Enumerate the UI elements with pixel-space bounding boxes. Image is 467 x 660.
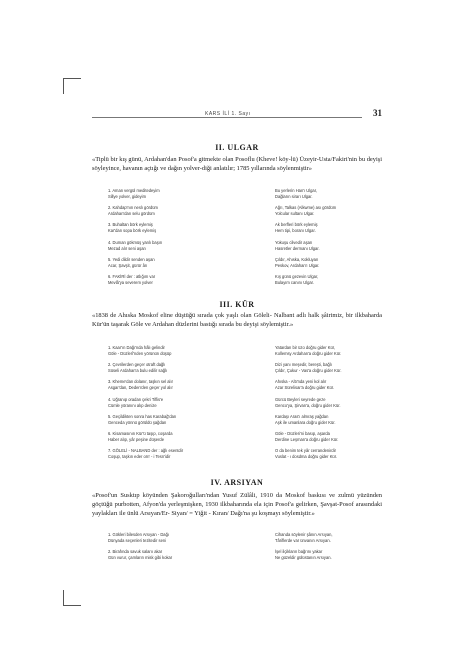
poem-line: Ne güzeldir gülüstanın Arsıyan. bbox=[275, 555, 332, 561]
page-number: 31 bbox=[373, 108, 382, 118]
section-intro-kur: «1838 de Ahıska Moskof eline düştüğü sırada çok yaşlı olan Göleli- Nalbant adlı halk şâirimiz, bir ilkbaharda Kür'ün taşarak Göle ve Ardahan düzlerini bastığı sırada bu deyişi söylemiştir.» bbox=[92, 312, 382, 328]
poem-line: 1. Aman vergül meditedeyim bbox=[108, 188, 160, 193]
section-intro-ulgar: «Tiplü bir kış günü, Ardahan'dan Posof'a gitmekte olan Posoflu (Kheve! köy-lü) Üzeyir-Usta/Fakiri'nin bu deyişi söyleyince, havanın açtığı ve dağın yolver-diği anlatılır; 1785 yıllarında söylenmiştir» bbox=[92, 156, 382, 172]
poem-line: Gün vurur, çamların misk gibi kokar bbox=[108, 555, 173, 561]
poem-line: Mevlâ'ya severem yolver bbox=[108, 280, 153, 286]
poem-line: Bulayım canını Ulgar. bbox=[275, 280, 314, 286]
poem-line: Ağrı, Talkas (Alkwme) ası gördüm bbox=[275, 205, 337, 211]
poem-line: Târiflerde var ünvanın Arsıyan. bbox=[275, 538, 331, 544]
poem-line: Genco'ya, Şirvan'a, doğru gider Kür. bbox=[275, 402, 341, 408]
poem-line: Haber alıp, yâr peşine düşerde bbox=[108, 437, 164, 443]
poem-line: Kar'dan sopa börk eylemiş bbox=[108, 228, 157, 234]
poem-line: 7. GÖLELİ - NALBAND der : ağlı esentdir bbox=[108, 448, 184, 454]
poem-line: Dizi yanı meşedir, bereşti, bağlı bbox=[275, 362, 332, 368]
poem-line: Hem tipi, boranı Ulgar. bbox=[275, 228, 316, 234]
poem-line: 2. Kahdap'nın neslı gördüm bbox=[108, 205, 158, 211]
poem-line: Kış günü gezevin Ulgar, bbox=[275, 273, 319, 279]
poem-line: Azar Sürelisar'a doğru gider Kür. bbox=[275, 385, 335, 391]
poem-line: Dünyada seçenleri tezitedir seni bbox=[108, 538, 167, 544]
poem-line: 1. Kaar'ın Dağı'nda hâlı gelindir bbox=[108, 345, 165, 350]
poem-right-column-ulgar bbox=[275, 188, 415, 286]
poem-line: Vuslat - ı dosdma doğru gider Kür. bbox=[275, 454, 337, 460]
poem-line: Acar, Şavşit, gürür ân bbox=[108, 262, 148, 268]
poem-line: Hasretler dermanı Ulgar. bbox=[275, 245, 320, 251]
poem-left-column-ulgar bbox=[108, 188, 253, 286]
poem-right-column-arsiyan bbox=[275, 532, 415, 561]
section-intro-arsiyan: «Posof'un Susktıp köyünden Şakoroğulları'ndan Yusuf Zülâli, 1910 da Moskof baskısı ve zulmü yüzünden göçtüğü purbotten, Afyon'da yerleşmişken, 1930 ilkbaharında ela için Posof'a gelirken, Şavşat-Posof arasındaki yaylakları ile ünlü Arsıyan/Er- Siyan/ = Yiğit - Kıran/ Dağı'na şu koşmayı söylemiştir.» bbox=[92, 492, 382, 517]
poem-line: 6. FAKİRİ der : atlığım var bbox=[108, 273, 156, 279]
poem-line: Ahıska - Altı'nda yeni kol alır bbox=[275, 379, 327, 385]
running-header bbox=[92, 108, 382, 121]
poem-line: Çıldır, Ahıska, Kokluyan bbox=[275, 256, 319, 262]
poem-line: Genceda yönnü görüldü şağdan bbox=[108, 419, 167, 425]
poem-line: Çıldır, Çukur - Vas'a doğru gider Kür. bbox=[275, 368, 342, 374]
poem-line: Ardahan'dan selu gördüm bbox=[108, 211, 155, 217]
poem-line: Kardaşı Aras'ı almraş yağdan bbox=[275, 413, 329, 419]
poem-line: Bu yerlerin Han'ı Ulgar, bbox=[275, 188, 317, 193]
poem-line: 3. Buhaltan börk eylemiş bbox=[108, 222, 153, 228]
poem-line: 2. Birafında savuk salarıı akar bbox=[108, 549, 163, 555]
poem-line: O da benim tek yâr cerrandenirdir bbox=[275, 448, 336, 454]
poem-line: Peskov, Ardahan'ı Ulgar. bbox=[275, 262, 320, 268]
poem-line: Asgar'dan, Deden'den geçer yol alır bbox=[108, 385, 173, 391]
poem-line: Yatardan bir üzo doğru gider Kür, bbox=[275, 345, 336, 350]
poem-line: Derdine Leşman'a doğru gider Kür. bbox=[275, 437, 339, 443]
poem-line: Göle - Düzlerî'nden yörünün düşüp bbox=[108, 351, 172, 357]
poem-right-column-kur bbox=[275, 345, 415, 460]
poem-line: Aşk ile umanlara doğru gider Kür. bbox=[275, 419, 336, 425]
poem-line: Gürcü Beyleri seyrede geze bbox=[275, 396, 326, 402]
poem-line: Göle - Düzleri'ni basıp, aşarda bbox=[275, 430, 330, 436]
header-rule bbox=[92, 117, 362, 118]
poem-line: 2. Çevrilerden geçer otraft dağlı bbox=[108, 362, 166, 368]
poem-line: 5. Yedi dildir senden aşan bbox=[108, 256, 155, 262]
poem-line: Yolcular sultanı Ulgar. bbox=[275, 211, 315, 217]
poem-line: Ak berfleri börk eylemiş bbox=[275, 222, 318, 228]
poem-line: İşel ilçikların bağrını yakar bbox=[275, 549, 323, 555]
poem-line: Yokuşu cilvedir aşan bbox=[275, 239, 313, 245]
poem-line: Dağların sirarı Ulgar. bbox=[275, 194, 313, 200]
crop-mark-top-left bbox=[63, 78, 81, 79]
poem-line: Kollemsy Ardahan'a doğru gider Kür. bbox=[275, 351, 342, 357]
section-title-kur: III. KÜR bbox=[219, 300, 255, 309]
running-title: KARS İLİ 1. Sayı bbox=[202, 111, 254, 117]
poem-line: Cümle yöranını alıp denize bbox=[108, 402, 157, 408]
crop-mark-bottom-left-horizontal bbox=[63, 605, 81, 606]
crop-mark-top-left-vertical bbox=[63, 78, 64, 94]
section-title-ulgar: II. ULGAR bbox=[215, 143, 259, 152]
poem-line: 4. Uğranıp oradan çekri Tiflis'e bbox=[108, 396, 164, 402]
poem-line: Sillye yolver, gideyim bbox=[108, 194, 146, 200]
poem-line: 3. Kheme'dan dolanır, taşkın sel alır bbox=[108, 379, 173, 385]
poem-line: 1. Gökleri bilesden Arsıyan - Dağı bbox=[108, 532, 169, 537]
poem-line: Coşup, taşkın eder orrr - i Tesn'idir bbox=[108, 454, 171, 460]
poem-line: 6. Kisamasının Kür'ü taşıp, coşarda bbox=[108, 430, 173, 436]
crop-mark-bottom-left bbox=[63, 590, 64, 606]
poem-line: 4. Duman gökmüş yanlı başın bbox=[108, 239, 163, 245]
poem-line: Cihanda söylenir şânın Arsıyan, bbox=[275, 532, 333, 537]
poem-line: 5. Geçildikten sonra has Karabağ'dan bbox=[108, 413, 177, 419]
poem-left-column-kur bbox=[108, 345, 253, 460]
poem-line: Mezad alır seni aşan bbox=[108, 245, 146, 251]
poem-left-column-arsiyan bbox=[108, 532, 253, 561]
poem-line: Süseli Ardahan'a bulu edilir sağlı bbox=[108, 368, 168, 374]
section-title-arsiyan: IV. ARSIYAN bbox=[210, 478, 264, 487]
